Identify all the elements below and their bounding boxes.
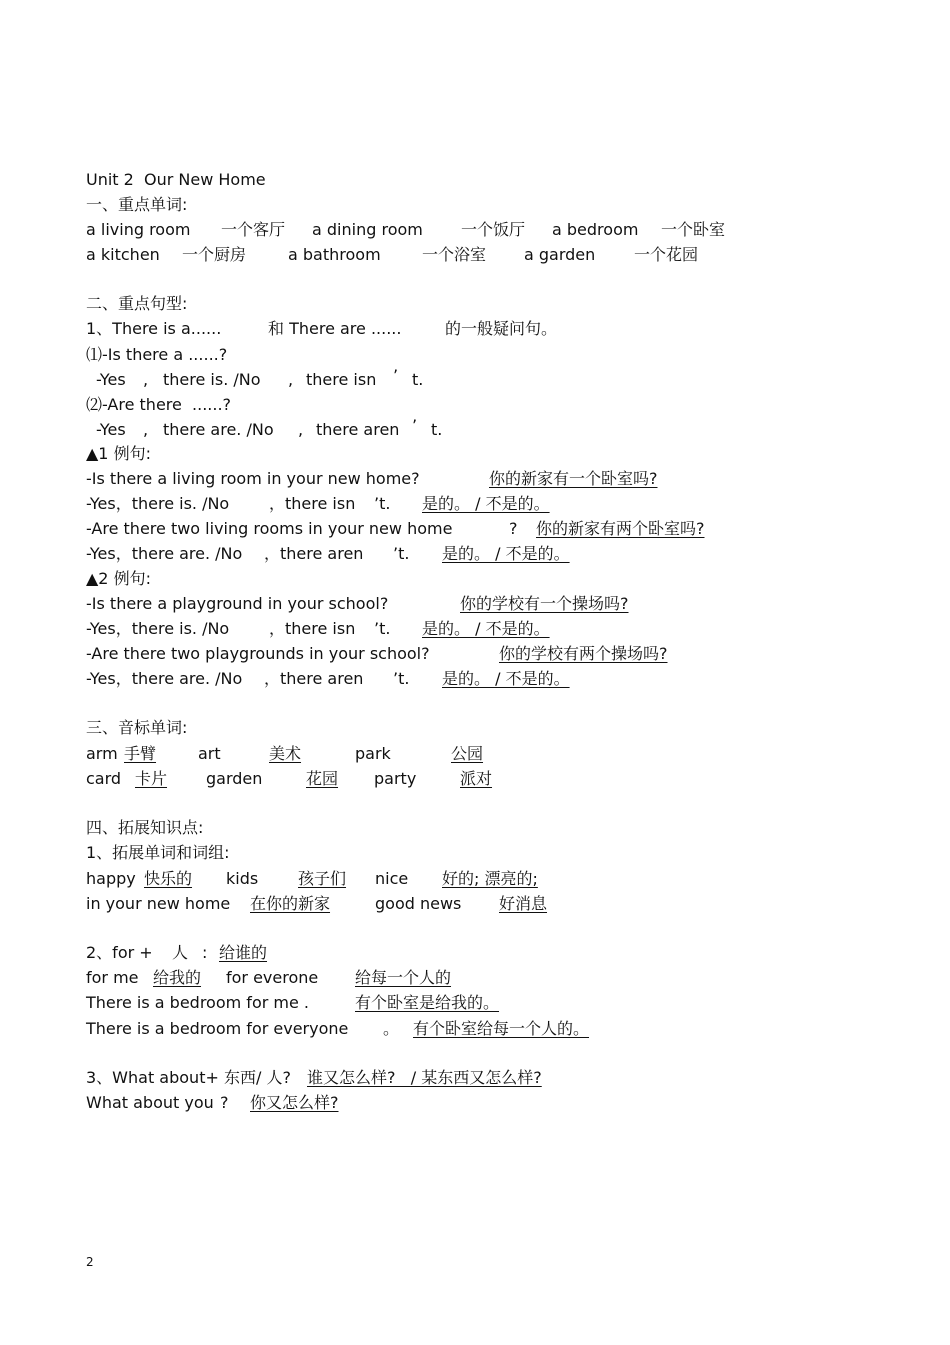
ext-meaning: 你又怎么样? (250, 1093, 339, 1112)
ext-meaning: 孩子们 (298, 869, 347, 888)
example-zh: 你的新家有一个卧室吗? (489, 469, 658, 488)
example-en: ，there aren (264, 544, 364, 563)
section-heading: 一、重点单词: (86, 195, 188, 214)
phonics-meaning: 公园 (451, 744, 484, 763)
ext-word: kids (226, 869, 259, 888)
answer-part: t. (412, 370, 424, 389)
phonics-word: party (374, 769, 417, 788)
example-en: -Is there a living room in your new home? (86, 469, 420, 488)
pattern-text: 1、There is a...... (86, 319, 222, 338)
example-zh: 是的。 / 不是的。 (442, 669, 570, 688)
example-zh: 是的。 / 不是的。 (422, 619, 550, 638)
example-zh: 是的。 / 不是的。 (442, 544, 570, 563)
word-zh: 一个花园 (634, 245, 699, 264)
ext-meaning: 好消息 (499, 894, 548, 913)
word-en: a bedroom (552, 220, 639, 239)
section-heading: 二、重点句型: (86, 294, 188, 313)
word-en: a kitchen (86, 245, 160, 264)
example-heading: ▲2 例句: (86, 569, 151, 588)
ext-meaning: 快乐的 (144, 869, 193, 888)
answer-part: there are. /No (163, 420, 274, 439)
example-en: -Yes，there are. /No (86, 544, 243, 563)
answer-part: ’ (412, 416, 418, 435)
ext-word: happy (86, 869, 136, 888)
sub-heading: 3、What about+ 东西/ 人? (86, 1068, 291, 1087)
example-zh: 你的新家有两个卧室吗? (536, 519, 705, 538)
answer-part: -Yes (96, 370, 126, 389)
sub-heading-meaning: 给谁的 (219, 943, 268, 962)
page-number: 2 (86, 1255, 94, 1269)
answer-part: t. (431, 420, 443, 439)
ext-sentence: ? (220, 1093, 229, 1112)
phonics-word: art (198, 744, 221, 763)
example-zh: 你的学校有两个操场吗? (499, 644, 668, 663)
phonics-word: card (86, 769, 122, 788)
answer-part: , (298, 420, 304, 439)
word-en: a living room (86, 220, 191, 239)
question: ⑵-Are there ......? (86, 395, 232, 414)
example-en: ，there aren (264, 669, 364, 688)
answer-part: ’ (393, 366, 399, 385)
ext-meaning: 有个卧室给每一个人的。 (413, 1019, 590, 1038)
example-en: ? (509, 519, 518, 538)
answer-part: , (288, 370, 294, 389)
sub-heading-meaning: 谁又怎么样? / 某东西又怎么样? (307, 1068, 542, 1087)
unit-title: Unit 2 Our New Home (86, 170, 266, 189)
phonics-meaning: 卡片 (135, 769, 168, 788)
example-en: ，there isn (269, 494, 356, 513)
pattern-text: 和 There are ...... (268, 319, 402, 338)
sub-heading: 人 (172, 943, 189, 962)
answer-part: there is. /No (163, 370, 261, 389)
word-en: a bathroom (288, 245, 381, 264)
ext-word: for everone (226, 968, 319, 987)
phonics-word: garden (206, 769, 263, 788)
word-en: a garden (524, 245, 596, 264)
ext-word: nice (375, 869, 409, 888)
word-en: a dining room (312, 220, 423, 239)
answer-part: there aren (316, 420, 400, 439)
section-heading: 三、音标单词: (86, 718, 188, 737)
sub-heading: : (202, 943, 208, 962)
phonics-word: park (355, 744, 391, 763)
section-heading: 四、拓展知识点: (86, 818, 204, 837)
word-zh: 一个厨房 (182, 245, 247, 264)
word-zh: 一个客厅 (221, 220, 286, 239)
example-zh: 是的。 / 不是的。 (422, 494, 550, 513)
ext-meaning: 在你的新家 (250, 894, 331, 913)
ext-word: in your new home (86, 894, 231, 913)
ext-sentence: There is a bedroom for me . (86, 993, 309, 1012)
example-en: -Is there a playground in your school? (86, 594, 389, 613)
phonics-meaning: 花园 (306, 769, 339, 788)
phonics-meaning: 手臂 (124, 744, 157, 763)
example-en: ’t. (374, 619, 391, 638)
answer-part: , (143, 420, 149, 439)
sub-heading: 1、拓展单词和词组: (86, 843, 230, 862)
example-en: -Yes，there is. /No (86, 619, 230, 638)
example-en: -Are there two living rooms in your new home (86, 519, 453, 538)
ext-word: good news (375, 894, 462, 913)
pattern-text: 的一般疑问句。 (445, 319, 558, 338)
ext-meaning: 好的; 漂亮的; (442, 869, 538, 888)
word-zh: 一个饭厅 (461, 220, 526, 239)
ext-meaning: 给每一个人的 (355, 968, 452, 987)
question: ⑴-Is there a ......? (86, 345, 228, 364)
example-en: -Are there two playgrounds in your school? (86, 644, 430, 663)
ext-word: for me (86, 968, 139, 987)
answer-part: -Yes (96, 420, 126, 439)
ext-sentence: There is a bedroom for everyone (86, 1019, 349, 1038)
example-en: ’t. (374, 494, 391, 513)
example-en: ’t. (393, 544, 410, 563)
example-en: ’t. (393, 669, 410, 688)
ext-sentence: What about you (86, 1093, 214, 1112)
word-zh: 一个浴室 (422, 245, 487, 264)
example-zh: 你的学校有一个操场吗? (460, 594, 629, 613)
phonics-word: arm (86, 744, 118, 763)
ext-sentence: 。 (383, 1019, 400, 1038)
example-heading: ▲1 例句: (86, 444, 151, 463)
answer-part: , (143, 370, 149, 389)
answer-part: there isn (306, 370, 377, 389)
phonics-meaning: 美术 (269, 744, 302, 763)
example-en: ，there isn (269, 619, 356, 638)
sub-heading: 2、for + (86, 943, 153, 962)
example-en: -Yes，there is. /No (86, 494, 230, 513)
ext-meaning: 有个卧室是给我的。 (355, 993, 500, 1012)
example-en: -Yes，there are. /No (86, 669, 243, 688)
word-zh: 一个卧室 (661, 220, 726, 239)
phonics-meaning: 派对 (460, 769, 493, 788)
ext-meaning: 给我的 (153, 968, 202, 987)
